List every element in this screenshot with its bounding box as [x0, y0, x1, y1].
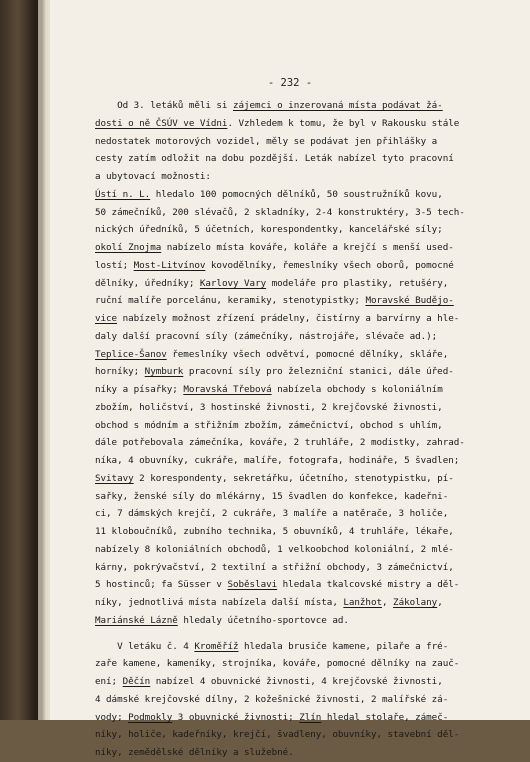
underlined-place-name: Kroměříž: [194, 641, 238, 652]
underlined-place-name: Lanžhot: [343, 597, 382, 608]
text-run: ci, 7 dámských krejčí, 2 cukráře, 3 malíře a natěrače, 3 holiče,: [95, 508, 448, 519]
underlined-place-name: Karlovy Vary: [200, 278, 266, 289]
underlined-place-name: Moravské Budějo-: [365, 295, 453, 306]
text-line: [95, 594, 500, 612]
text-run: pracovní síly pro železniční stanici, dále úřed-: [183, 366, 453, 377]
text-line: [95, 150, 500, 168]
text-run: 50 zámečníků, 200 slévačů, 2 skladníky, 2-4 konstruktéry, 3-5 tech-: [95, 207, 465, 218]
text-run: 11 kloboučníků, zubního technika, 5 obuvníků, 4 truhláře, lékaře,: [95, 526, 454, 537]
text-line: [95, 523, 500, 541]
text-run: a ubytovací možnosti:: [95, 171, 211, 182]
underlined-place-name: dosti o ně ČSÚV ve Vídni: [95, 118, 227, 129]
text-run: hledala tkalcovské mistry a děl-: [277, 579, 459, 590]
underlined-place-name: Děčín: [123, 676, 151, 687]
text-run: ruční malíře porcelánu, keramiky, stenotypistky;: [95, 295, 365, 306]
text-run: níky a písařky;: [95, 384, 183, 395]
text-line: [95, 638, 500, 656]
underlined-place-name: Teplice-Šanov: [95, 349, 167, 360]
text-line: [95, 691, 500, 709]
text-run: V letáku č. 4: [95, 641, 194, 652]
text-line: [95, 612, 500, 630]
text-run: ,: [382, 597, 393, 608]
underlined-place-name: Svitavy: [95, 473, 134, 484]
text-line: [95, 363, 500, 381]
text-run: 3 obuvnické živnosti;: [172, 712, 299, 723]
underlined-place-name: Podmokly: [128, 712, 172, 723]
text-run: nických úředníků, 5 účetních, korespondentky, kancelářské síly;: [95, 224, 443, 235]
text-run: nabízela obchody s koloniálním: [272, 384, 443, 395]
text-line: [95, 417, 500, 435]
text-line: [95, 541, 500, 559]
underlined-place-name: Mariánské Lázně: [95, 615, 178, 626]
paragraph-gap: [95, 630, 500, 638]
underlined-place-name: vice: [95, 313, 117, 324]
text-run: cesty zatím odložit na dobu pozdější. Leták nabízel tyto pracovní: [95, 153, 454, 164]
text-run: zaře kamene, kameníky, strojníka, kováře, pomocné dělníky na zauč-: [95, 658, 459, 669]
text-run: Od 3. letáků měli si: [95, 100, 233, 111]
text-run: nabízely 8 koloniálních obchodů, 1 velkoobchod koloniální, 2 mlé-: [95, 544, 454, 555]
text-run: nabízely možnost zřízení prádelny, čistírny a barvírny a hle-: [117, 313, 459, 324]
text-run: sařky, ženské síly do mlékárny, 15 švadlen do konfekce, kadeřni-: [95, 491, 448, 502]
underlined-place-name: Nymburk: [145, 366, 184, 377]
text-run: zbožím, holičství, 3 hostinské živnosti, 2 krejčovské živnosti,: [95, 402, 443, 413]
text-line: [95, 709, 500, 727]
text-run: obchod s módním a střižním zbožím, zámečnictví, obchod s uhlím,: [95, 420, 443, 431]
text-line: [95, 346, 500, 364]
text-line: [95, 434, 500, 452]
text-run: modeláře pro plastiky, retušéry,: [266, 278, 448, 289]
underlined-place-name: okolí Znojma: [95, 242, 161, 253]
underlined-place-name: Ústí n. L.: [95, 189, 150, 200]
underlined-place-name: Most-Litvínov: [134, 260, 206, 271]
text-run: hledal stolaře, zámeč-: [321, 712, 448, 723]
text-run: daly další pracovní síly (zámečníky, nástrojáře, slévače ad.);: [95, 331, 437, 342]
text-run: kárny, pokrývačství, 2 textilní a střižní obchody, 3 zámečnictví,: [95, 562, 454, 573]
text-run: hledala brusiče kamene, pilaře a fré-: [239, 641, 449, 652]
text-line: [95, 744, 500, 762]
text-run: níky, jednotlivá místa nabízela další místa,: [95, 597, 343, 608]
text-run: 5 hostinců; fa Süsser v: [95, 579, 227, 590]
text-run: hledalo 100 pomocných dělníků, 50 soustružníků kovu,: [150, 189, 443, 200]
text-run: . Vzhledem k tomu, že byl v Rakousku stále: [227, 118, 459, 129]
text-line: [95, 310, 500, 328]
text-line: [95, 452, 500, 470]
text-line: [95, 97, 500, 115]
text-run: níka, 4 obuvníky, cukráře, malíře, fotografa, hodináře, 5 švadlen;: [95, 455, 459, 466]
document-body: [95, 97, 500, 762]
text-run: kovodělníky, řemeslníky všech oborů, pomocné: [205, 260, 453, 271]
text-line: [95, 186, 500, 204]
text-line: [95, 559, 500, 577]
text-line: [95, 168, 500, 186]
text-run: 4 dámské krejčovské dílny, 2 kožešnické živnosti, 2 malířské zá-: [95, 694, 448, 705]
text-line: [95, 655, 500, 673]
text-line: [95, 204, 500, 222]
text-run: nabízel 4 obuvnické živnosti, 4 krejčovské živnosti,: [150, 676, 443, 687]
underlined-place-name: Zákolany: [393, 597, 437, 608]
paragraph: [95, 638, 500, 762]
text-line: [95, 381, 500, 399]
text-line: [95, 115, 500, 133]
text-run: níky, zemědělské dělníky a služebné.: [95, 747, 294, 758]
text-line: [95, 470, 500, 488]
text-run: ení;: [95, 676, 123, 687]
text-run: horníky;: [95, 366, 145, 377]
text-line: [95, 399, 500, 417]
text-run: ,: [437, 597, 443, 608]
text-run: nabízelo místa kováře, koláře a krejčí s menší used-: [161, 242, 454, 253]
text-line: [95, 673, 500, 691]
text-run: lostí;: [95, 260, 134, 271]
text-line: [95, 328, 500, 346]
underlined-place-name: zájemci o inzerovaná místa podávat žá-: [233, 100, 443, 111]
text-run: dělníky, úředníky;: [95, 278, 200, 289]
text-run: níky, holiče, kadeřníky, krejčí, švadleny, obuvníky, stavební děl-: [95, 729, 459, 740]
text-line: [95, 257, 500, 275]
page-number: - 232 -: [50, 77, 530, 89]
text-line: [95, 488, 500, 506]
text-run: 2 korespondenty, sekretářku, účetního, stenotypistku, pí-: [134, 473, 454, 484]
underlined-place-name: Zlín: [299, 712, 321, 723]
text-line: [95, 726, 500, 744]
text-run: řemeslníky všech odvětví, pomocné dělníky, skláře,: [167, 349, 448, 360]
text-run: nedostatek motorových vozidel, měly se podávat jen přihlášky a: [95, 136, 437, 147]
text-line: [95, 505, 500, 523]
text-run: vody;: [95, 712, 128, 723]
text-line: [95, 239, 500, 257]
text-line: [95, 133, 500, 151]
text-line: [95, 576, 500, 594]
underlined-place-name: Moravská Třebová: [183, 384, 271, 395]
paragraph: [95, 97, 500, 630]
underlined-place-name: Soběslavi: [227, 579, 277, 590]
text-line: [95, 221, 500, 239]
text-run: hledaly účetního-sportovce ad.: [178, 615, 349, 626]
text-line: [95, 275, 500, 293]
text-run: dále potřebovala zámečníka, kováře, 2 truhláře, 2 modistky, zahrad-: [95, 437, 465, 448]
text-line: [95, 292, 500, 310]
